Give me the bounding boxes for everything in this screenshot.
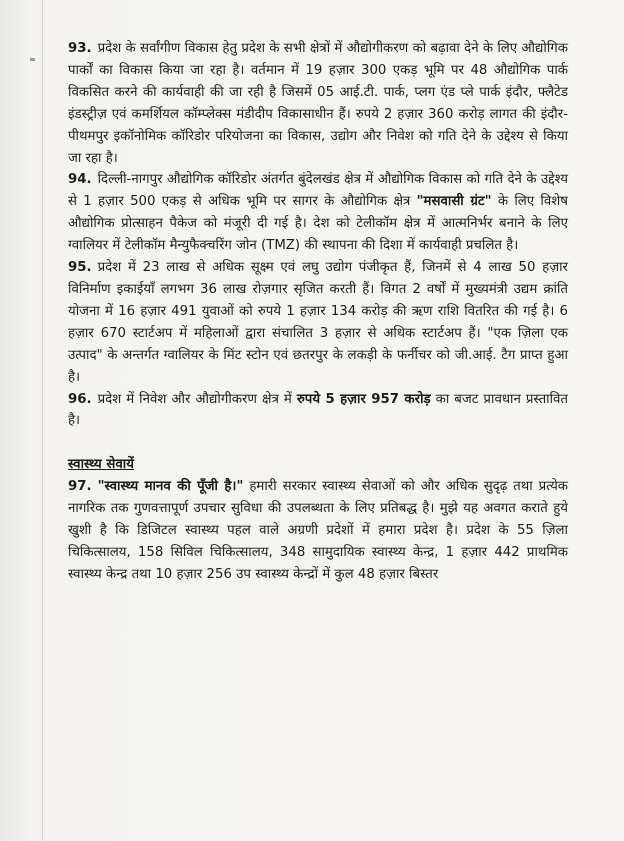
paragraph-text: दिल्ली-नागपुर औद्योगिक कॉरिडोर अंतर्गत बुंदेलखंड क्षेत्र में औद्योगिक विकास को गति देने के उद्देश्य से 1 हज़ार 500 एकड़ से अधिक भूमि पर सागर के औद्योगिक क्षेत्र: [68, 172, 568, 210]
bold-phrase: "स्वास्थ्य मानव की पूँजी है।": [97, 479, 244, 495]
paragraph-text: का बजट प्रावधान प्रस्तावित है।: [68, 391, 569, 429]
bold-phrase: रुपये 5 हज़ार 957 करोड़: [296, 391, 431, 407]
paragraph-number: 93.: [68, 41, 92, 56]
paragraph-text: के लिए विशेष औद्योगिक प्रोत्साहन पैकेज को मंजूरी दी गई है। देश को टेलीकॉम क्षेत्र में आत्मनिर्भर बनाने के लिए ग्वालियर में टेलीकॉम मैन्युफैक्चरिंग जोन (TMZ) की स्थापना की दिशा में कार्यवाही प्रचलित है।: [68, 194, 568, 254]
paragraph-97: [68, 476, 568, 586]
paragraph-text: प्रदेश में 23 लाख से अधिक सूक्ष्म एवं लघु उद्योग पंजीकृत हैं, जिनमें से 4 लाख 50 हज़ार विनिर्माण इकाईयाँ लगभग 36 लाख रोज़गार सृजित करती हैं। विगत 2 वर्षों में मुख्यमंत्री उद्यम क्रांति योजना में 16 हज़ार 491 युवाओं को रुपये 1 हज़ार 134 करोड़ की ऋण राशि वितरित की गई है। 6 हज़ार 670 स्टार्टअप में महिलाओं द्वारा संचालित 3 हज़ार से अधिक स्टार्टअप हैं। "एक ज़िला एक उत्पाद" के अन्तर्गत ग्वालियर के मिंट स्टोन एवं छतरपुर के लकड़ी के फर्नीचर को जी.आई. टैग प्राप्त हुआ है।: [68, 260, 568, 385]
paragraph-number: 95.: [68, 260, 92, 276]
paragraph-number: 97.: [68, 479, 92, 495]
page-margin-line: [42, 0, 43, 841]
paragraph-number: 94.: [68, 172, 92, 188]
paragraph-94: [68, 169, 568, 257]
paragraph-93: [68, 38, 568, 169]
section-heading: स्वास्थ्य सेवायें: [68, 457, 134, 473]
bold-phrase: "मसवासी ग्रंट": [416, 194, 492, 210]
page-content: [68, 38, 568, 586]
paragraph-number: 96.: [68, 391, 92, 407]
paragraph-96: [68, 389, 568, 433]
paragraph-95: [68, 257, 568, 388]
paragraph-text: प्रदेश में निवेश और औद्योगीकरण क्षेत्र में: [97, 391, 297, 407]
paragraph-text: हमारी सरकार स्वास्थ्य सेवाओं को और अधिक सुदृढ़ तथा प्रत्येक नागरिक तक गुणवत्तापूर्ण उपचार सुविधा की उपलब्धता के लिए प्रतिबद्ध है। मुझे यह अवगत कराते हुये खुशी है कि डिजिटल स्वास्थ्य पहल वाले अग्रणी प्रदेशों में हमारा प्रदेश है। प्रदेश के 55 ज़िला चिकित्सालय, 158 सिविल चिकित्सालय, 348 सामुदायिक स्वास्थ्य केन्द्र, 1 हज़ार 442 प्राथमिक स्वास्थ्य केन्द्र तथा 10 हज़ार 256 उप स्वास्थ्य केन्द्रों में कुल 48 हज़ार बिस्तर: [68, 479, 568, 582]
paragraph-text: प्रदेश के सर्वांगीण विकास हेतु प्रदेश के सभी क्षेत्रों में औद्योगीकरण को बढ़ावा देने के लिए औद्योगिक पार्कों का विकास किया जा रहा है। वर्तमान में 19 हज़ार 300 एकड़ भूमि पर 48 औद्योगिक पार्क विकसित करने की कार्यवाही की जा रही है जिसमें 05 आई.टी. पार्क, प्लग एंड प्ले पार्क इंदौर, फ्लैटेड इंडस्ट्रीज़ एवं कमर्शियल कॉम्प्लेक्स मंडीदीप विकासाधीन हैं। रुपये 2 हज़ार 360 करोड़ लागत की इंदौर-पीथमपुर इकॉनोमिक कॉरिडोर परियोजना का विकास, उद्योग और निवेश को गति देने के उद्देश्य से किया जा रहा है।: [68, 41, 568, 166]
margin-dash-mark: [30, 58, 35, 61]
